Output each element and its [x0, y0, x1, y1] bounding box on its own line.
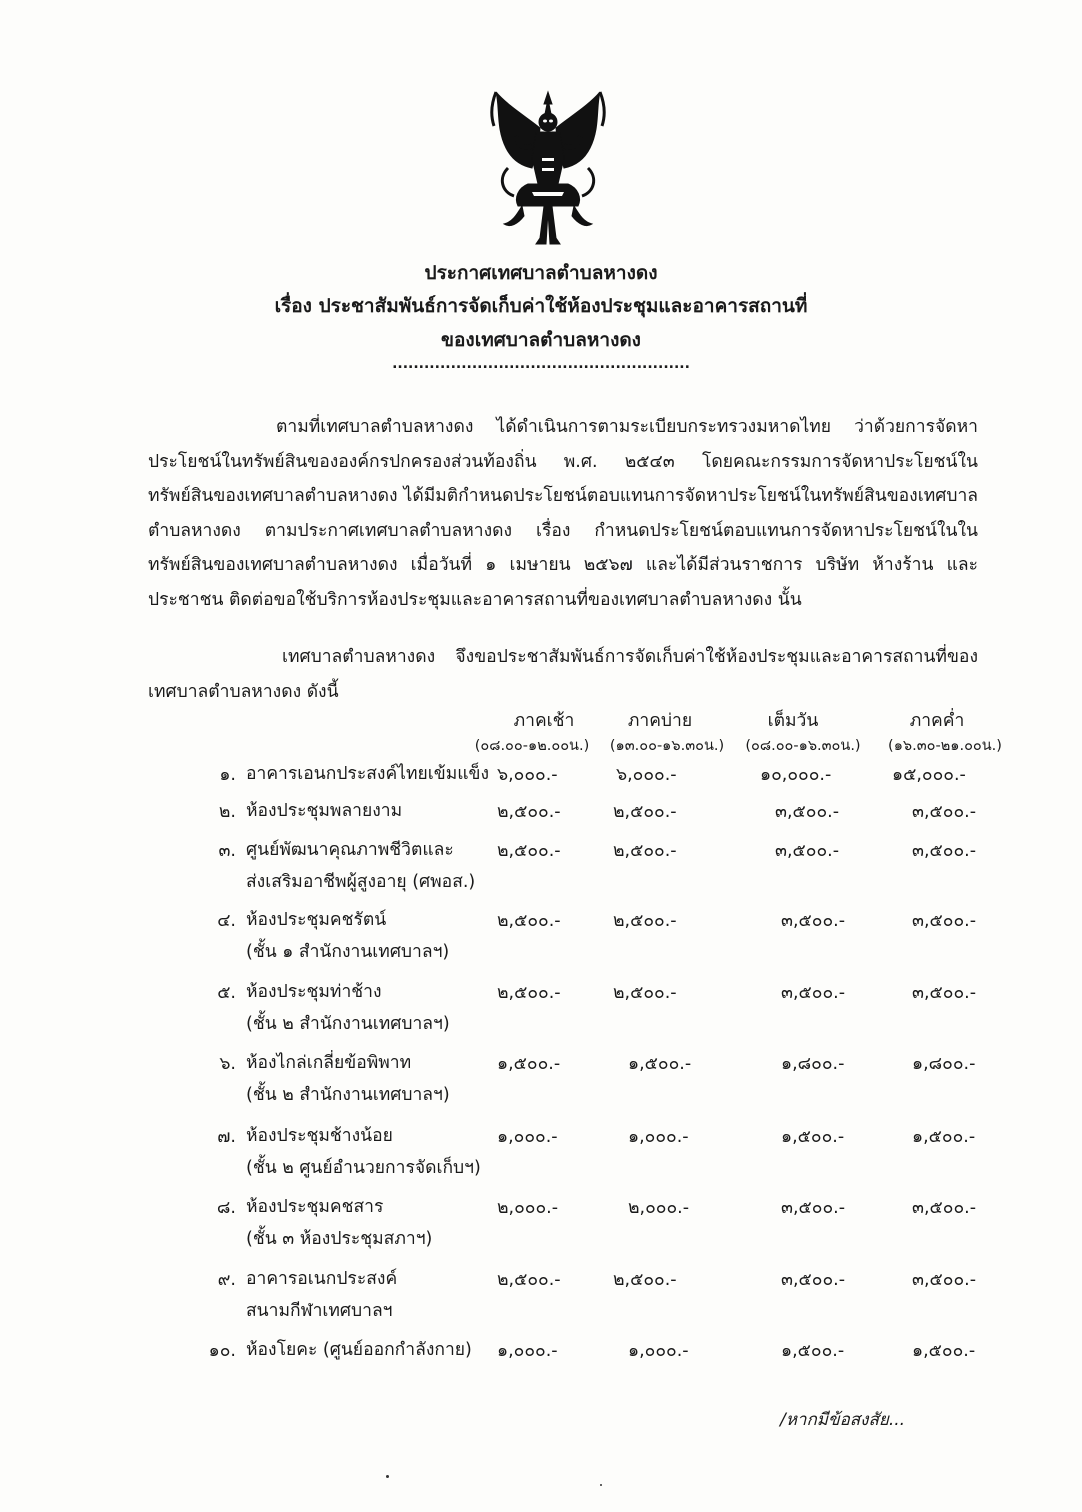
row-subname: (ชั้น ๓ ห้องประชุมสภาฯ): [246, 1229, 433, 1249]
price-evening: ๓,๕๐๐.-: [912, 983, 977, 1003]
price-morning: ๒,๕๐๐.-: [497, 983, 561, 1003]
price-afternoon: ๖,๐๐๐.-: [616, 765, 677, 785]
price-morning: ๒,๕๐๐.-: [497, 802, 561, 822]
paper-speck: [600, 1484, 602, 1486]
price-afternoon: ๒,๕๐๐.-: [613, 983, 677, 1003]
row-name: ห้องประชุมคชรัตน์: [246, 910, 387, 930]
announcement-subject-continued: ของเทศบาลตำบลหางดง: [441, 329, 641, 351]
title-separator: ........................................................: [392, 356, 690, 372]
body-paragraph-2: เทศบาลตำบลหางดง จึงขอประชาสัมพันธ์การจัดเก็บค่าใช้ห้องประชุมและอาคารสถานที่ของเทศบาลตำบลหางดง ดังนี้: [148, 647, 978, 702]
price-morning: ๒,๐๐๐.-: [497, 1198, 559, 1218]
row-number: ๙.: [217, 1270, 236, 1290]
column-time-afternoon: (๑๓.๐๐-๑๖.๓๐น.): [609, 738, 725, 754]
row-subname: สนามกีฬาเทศบาลฯ: [246, 1301, 393, 1321]
price-morning: ๑,๐๐๐.-: [497, 1341, 558, 1361]
row-subname: (ชั้น ๒ สำนักงานเทศบาลฯ): [246, 1014, 450, 1034]
column-header-morning: ภาคเช้า: [513, 711, 575, 731]
price-evening: ๓,๕๐๐.-: [912, 841, 977, 861]
row-number: ๑.: [219, 765, 236, 785]
price-fullday: ๑๐,๐๐๐.-: [760, 765, 832, 785]
column-time-morning: (๐๘.๐๐-๑๒.๐๐น.): [474, 738, 590, 754]
price-morning: ๒,๕๐๐.-: [497, 1270, 561, 1290]
column-header-fullday: เต็มวัน: [767, 711, 819, 731]
row-number: ๖.: [219, 1054, 236, 1074]
column-header-evening: ภาคค่ำ: [909, 711, 965, 731]
price-fullday: ๓,๕๐๐.-: [781, 983, 846, 1003]
body-paragraph-1: ตามที่เทศบาลตำบลหางดง ได้ดำเนินการตามระเบียบกระทรวงมหาดไทย ว่าด้วยการจัดหาประโยชน์ในทรัพย์สินขององค์กรปกครองส่วนท้องถิ่น พ.ศ. ๒๕๔๓ โดยคณะกรรมการจัดหาประโยชน์ในทรัพย์สินของเทศบาลตำบลหางดง ได้มีมติกำหนดประโยชน์ตอบแทนการจัดหาประโยชน์ในทรัพย์สินของเทศบาลตำบลหางดง ตามประกาศเทศบาลตำบลหางดง เรื่อง กำหนดประโยชน์ตอบแทนการจัดหาประโยชน์ในในทรัพย์สินของเทศบาลตำบลหางดง เมื่อวันที่ ๑ เมษายน ๒๕๖๗ และได้มีส่วนราชการ บริษัท ห้างร้าน และประชาชน ติดต่อขอใช้บริการห้องประชุมและอาคารสถานที่ของเทศบาลตำบลหางดง นั้น: [148, 417, 978, 610]
row-number: ๓.: [218, 841, 236, 861]
row-subname: (ชั้น ๑ สำนักงานเทศบาลฯ): [246, 942, 450, 962]
price-morning: ๑,๐๐๐.-: [497, 1127, 558, 1147]
price-fullday: ๑,๕๐๐.-: [781, 1341, 845, 1361]
row-number: ๘.: [216, 1198, 236, 1218]
row-number: ๔.: [217, 911, 236, 931]
row-name: ห้องโยคะ (ศูนย์ออกกำลังกาย): [246, 1340, 472, 1360]
price-evening: ๓,๕๐๐.-: [912, 911, 977, 931]
row-name: ห้องประชุมคชสาร: [246, 1197, 384, 1217]
price-evening: ๑,๕๐๐.-: [912, 1341, 976, 1361]
row-name: อาคารอเนกประสงค์: [246, 1269, 398, 1289]
continued-note: /หากมีข้อสงสัย...: [780, 1410, 906, 1430]
price-afternoon: ๒,๕๐๐.-: [613, 911, 677, 931]
row-name: ห้องประชุมช้างน้อย: [246, 1126, 393, 1146]
price-afternoon: ๒,๐๐๐.-: [628, 1198, 690, 1218]
column-time-evening: (๑๖.๓๐-๒๑.๐๐น.): [888, 738, 1002, 754]
price-afternoon: ๒,๕๐๐.-: [613, 802, 677, 822]
row-name: ศูนย์พัฒนาคุณภาพชีวิตและ: [246, 840, 454, 860]
garuda-emblem-icon: [488, 88, 608, 246]
row-subname: (ชั้น ๒ ศูนย์อำนวยการจัดเก็บฯ): [246, 1158, 481, 1178]
announcement-title: ประกาศเทศบาลตำบลหางดง: [424, 262, 658, 284]
price-fullday: ๓,๕๐๐.-: [781, 911, 846, 931]
price-morning: ๖,๐๐๐.-: [497, 765, 558, 785]
price-afternoon: ๑,๐๐๐.-: [628, 1341, 689, 1361]
price-fullday: ๑,๘๐๐.-: [781, 1054, 845, 1074]
price-fullday: ๓,๕๐๐.-: [775, 841, 840, 861]
price-fullday: ๓,๕๐๐.-: [775, 802, 840, 822]
row-number: ๒.: [218, 802, 236, 822]
price-afternoon: ๒,๕๐๐.-: [613, 841, 677, 861]
column-time-fullday: (๐๘.๐๐-๑๖.๓๐น.): [745, 738, 861, 754]
row-name: ห้องประชุมพลายงาม: [246, 801, 403, 821]
row-number: ๑๐.: [208, 1341, 236, 1361]
paper-speck: [386, 1475, 389, 1478]
row-number: ๗.: [217, 1127, 236, 1147]
price-morning: ๒,๕๐๐.-: [497, 841, 561, 861]
price-evening: ๓,๕๐๐.-: [912, 1270, 977, 1290]
price-morning: ๑,๕๐๐.-: [497, 1054, 561, 1074]
price-fullday: ๑,๕๐๐.-: [781, 1127, 845, 1147]
row-name: ห้องไกล่เกลี่ยข้อพิพาท: [246, 1053, 412, 1073]
price-afternoon: ๑,๐๐๐.-: [628, 1127, 689, 1147]
price-evening: ๓,๕๐๐.-: [912, 1198, 977, 1218]
price-fullday: ๓,๕๐๐.-: [781, 1198, 846, 1218]
price-evening: ๑๕,๐๐๐.-: [892, 765, 966, 785]
announcement-subject: เรื่อง ประชาสัมพันธ์การจัดเก็บค่าใช้ห้องประชุมและอาคารสถานที่: [274, 295, 808, 317]
price-evening: ๑,๕๐๐.-: [912, 1127, 976, 1147]
price-fullday: ๓,๕๐๐.-: [781, 1270, 846, 1290]
price-afternoon: ๒,๕๐๐.-: [613, 1270, 677, 1290]
column-header-afternoon: ภาคบ่าย: [627, 711, 693, 731]
price-evening: ๑,๘๐๐.-: [912, 1054, 976, 1074]
row-number: ๕.: [217, 983, 236, 1003]
row-name: ห้องประชุมท่าช้าง: [246, 982, 382, 1002]
row-name: อาคารเอนกประสงค์ไทยเข้มแข็ง: [246, 764, 490, 784]
row-subname: ส่งเสริมอาชีพผู้สูงอายุ (ศพอส.): [246, 872, 476, 892]
row-subname: (ชั้น ๒ สำนักงานเทศบาลฯ): [246, 1085, 450, 1105]
price-afternoon: ๑,๕๐๐.-: [628, 1054, 692, 1074]
price-morning: ๒,๕๐๐.-: [497, 911, 561, 931]
price-evening: ๓,๕๐๐.-: [912, 802, 977, 822]
